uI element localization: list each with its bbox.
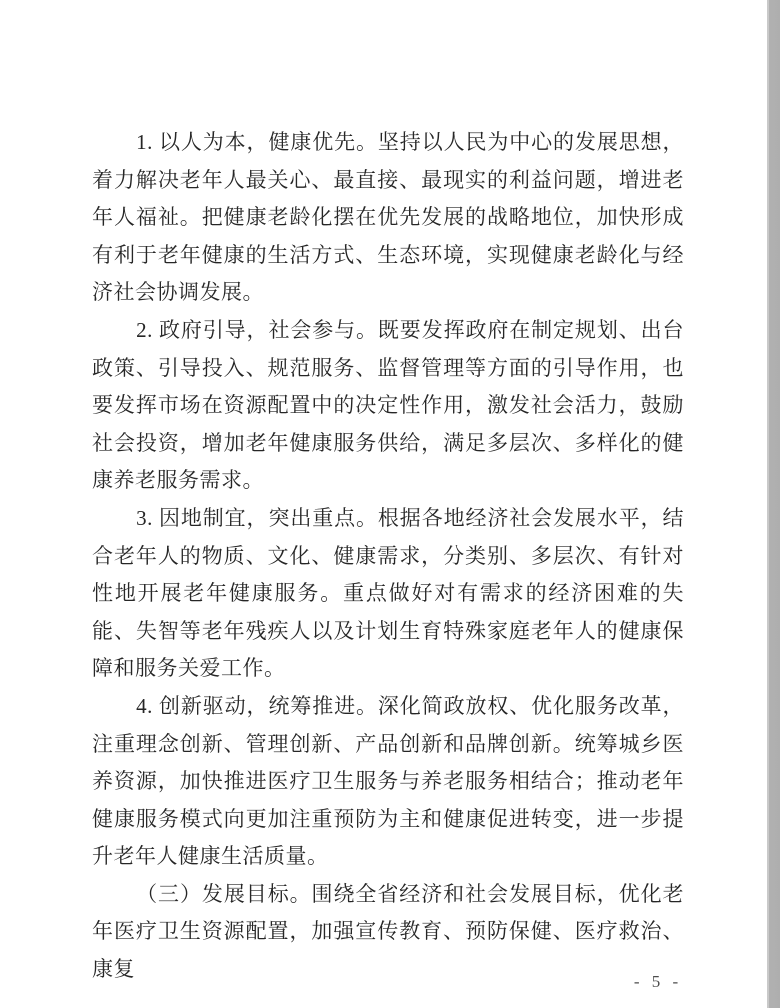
scan-edge-strip — [767, 0, 780, 1008]
paragraph-development-goals: （三）发展目标。围绕全省经济和社会发展目标，优化老年医疗卫生资源配置，加强宣传教育、预防保健、医疗救治、康复 — [92, 881, 684, 982]
paragraph-guiding-principle-2: 2. 政府引导，社会参与。既要发挥政府在制定规划、出台政策、引导投入、规范服务、监督管理等方面的引导作用，也要发挥市场在资源配置中的决定性作用，激发社会活力，鼓励社会投资，增加老年健康服务供给，满足多层次、多样化的健康养老服务需求。 — [92, 317, 684, 493]
page-number: - 5 - — [633, 972, 683, 991]
paragraph-guiding-principle-4: 4. 创新驱动，统筹推进。深化简政放权、优化服务改革，注重理念创新、管理创新、产品创新和品牌创新。统筹城乡医养资源，加快推进医疗卫生服务与养老服务相结合；推动老年健康服务模式向更加注重预防为主和健康促进转变，进一步提升老年人健康生活质量。 — [92, 693, 684, 869]
paragraph-guiding-principle-3: 3. 因地制宜，突出重点。根据各地经济社会发展水平，结合老年人的物质、文化、健康需求，分类别、多层次、有针对性地开展老年健康服务。重点做好对有需求的经济困难的失能、失智等老年残疾人以及计划生育特殊家庭老年人的健康保障和服务关爱工作。 — [92, 505, 684, 681]
body-text — [92, 124, 684, 989]
paragraph-guiding-principle-1: 1. 以人为本，健康优先。坚持以人民为中心的发展思想，着力解决老年人最关心、最直接、最现实的利益问题，增进老年人福祉。把健康老龄化摆在优先发展的战略地位，加快形成有利于老年健康的生活方式、生态环境，实现健康老龄化与经济社会协调发展。 — [92, 130, 684, 305]
